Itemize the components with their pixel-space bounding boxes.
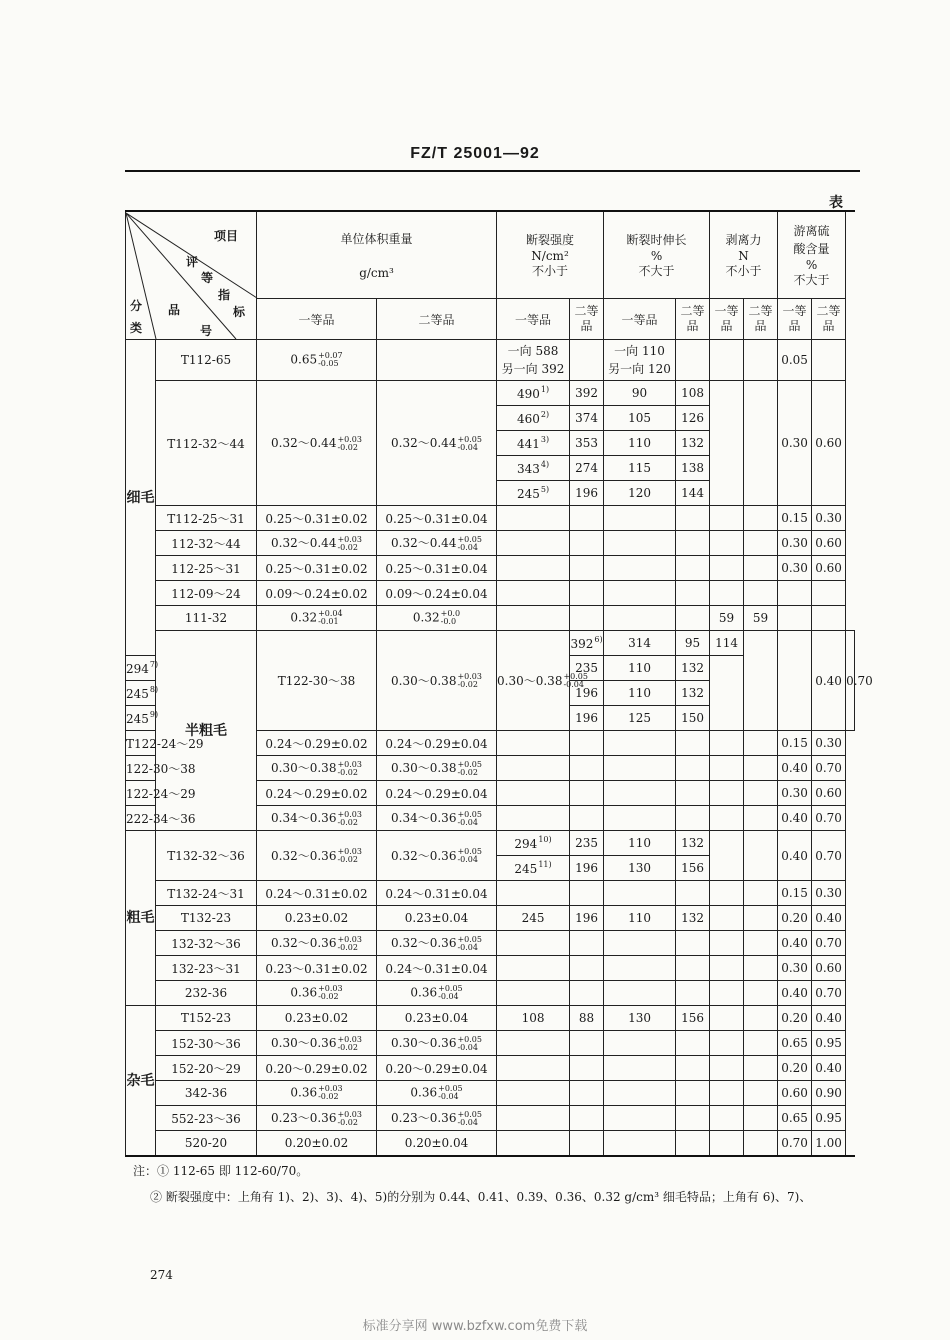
note-2: ② 断裂强度中：上角有 1)、2)、3)、4)、5)的分别为 0.44、0.41、0.39、0.36、0.32 g/cm³ 细毛特品；上角有 6)、7)、 [150,1190,812,1204]
category-fine: 细毛 [126,340,156,656]
table-row [126,531,855,556]
note-1: 注：① 112-65 即 112-60/70。 [133,1164,309,1178]
elong-first: 110 [604,681,676,706]
tensile-first: 490$^{1)}$ [497,381,570,406]
table-row [126,506,855,531]
density-second: 0.20～0.29±0.04 [377,1056,497,1081]
tensile-second: 196 [570,706,604,731]
density-second: 0.30～0.36 +0.05 -0.04 [377,1031,497,1056]
category-mixed: 杂毛 [126,1006,156,1157]
table-tag: 表 [829,195,843,211]
density-first: 0.23±0.02 [257,1006,377,1031]
density-header: 单位体积重量 g/cm³ [257,211,497,299]
density-first: 0.24～0.31±0.02 [257,881,377,906]
table-row [126,1006,855,1031]
tensile-second: 196 [570,906,604,931]
elong-first: 115 [604,456,676,481]
table-row [126,606,855,631]
acid-second: 0.70 [812,806,846,831]
density-first: 0.09～0.24±0.02 [257,581,377,606]
acid-first: 0.60 [778,1081,812,1106]
density-second: 0.36 +0.05 -0.04 [377,981,497,1006]
density-second: 0.24～0.31±0.04 [377,881,497,906]
density-first: 0.32 +0.04 -0.01 [257,606,377,631]
acid-first: 0.65 [778,1031,812,1056]
elong-first: 95 [676,631,710,656]
tensile-first: 441$^{3)}$ [497,431,570,456]
density-second: 0.25～0.31±0.04 [377,506,497,531]
peel-first: 59 [710,606,744,631]
acid-first: 0.20 [778,1006,812,1031]
acid-first: 0.40 [778,831,812,881]
tensile-second: 88 [570,1006,604,1031]
tolerance: +0.07 -0.05 [318,351,343,368]
tensile-first: 245$^{9)}$ [126,706,156,731]
density-second: 0.30～0.38 +0.05 -0.02 [377,756,497,781]
elong-first: 110 [604,431,676,456]
document-code: FZ/T 25001—92 [410,145,540,162]
tensile-first: 245$^{11)}$ [497,856,570,881]
acid-first: 0.20 [778,906,812,931]
product-code: 222-34～36 [126,806,156,831]
corner-grade-label: 评 [186,254,199,269]
tensile-first: 245$^{8)}$ [126,681,156,706]
table-row [126,1131,855,1157]
acid-second: 0.95 [812,1106,846,1131]
tensile-second: 196 [570,856,604,881]
elong-second: 132 [676,431,710,456]
tensile-first: 294$^{7)}$ [126,656,156,681]
tensile-second: 392 [570,381,604,406]
acid-second: 0.70 [812,981,846,1006]
product-code: 112-32～44 [156,531,257,556]
table-row [126,1031,855,1056]
product-code: 112-25～31 [156,556,257,581]
acid-first: 0.70 [778,1131,812,1157]
product-code: T112-32～44 [156,381,257,506]
density-first: 0.36 +0.03 -0.02 [257,981,377,1006]
elong-second-header: 二等品 [676,299,710,340]
corner-header [126,213,256,339]
tensile-first: 343$^{4)}$ [497,456,570,481]
corner-index-label: 指 [218,287,231,302]
density-second: 0.23±0.04 [377,1006,497,1031]
acid-first: 0.65 [778,1106,812,1131]
elong-second: 138 [676,456,710,481]
corner-product-label-2: 号 [200,323,213,338]
acid-second: 0.90 [812,1081,846,1106]
acid-second: 0.60 [812,381,846,506]
acid-second: 0.40 [812,906,846,931]
density-first: 0.23±0.02 [257,906,377,931]
product-code: 122-30～38 [126,756,156,781]
acid-first: 0.15 [778,881,812,906]
elong-second: 144 [676,481,710,506]
density-second: 0.24～0.29±0.04 [377,731,497,756]
density-second: 0.32～0.44 +0.05 -0.04 [377,381,497,506]
density-first: 0.32～0.44 +0.03 -0.02 [257,531,377,556]
elong-first: 90 [604,381,676,406]
page-number: 274 [150,1268,173,1282]
site-footer: 标准分享网 www.bzfxw.com免费下载 [362,1319,588,1334]
corner-product-label: 品 [168,302,181,317]
density-second: 0.34～0.36 +0.05 -0.04 [377,806,497,831]
density-second: 0.20±0.04 [377,1131,497,1157]
elong-first-header: 一等品 [604,299,676,340]
tensile-header: 断裂强度 N/cm² 不小于 [497,211,604,299]
acid-first: 0.40 [778,981,812,1006]
table-row [126,1081,855,1106]
density-first: 0.65 +0.07 -0.05 [257,340,377,381]
density-second: 0.32～0.36 +0.05 -0.04 [377,931,497,956]
acid-second: 0.70 [846,631,855,731]
table-row [126,1056,855,1081]
acid-second: 0.30 [812,881,846,906]
corner-category-label-2: 类 [130,320,143,335]
tensile-second: 274 [570,456,604,481]
elong-first: 125 [604,706,676,731]
density-first: 0.24～0.29±0.02 [257,731,377,756]
table-row [126,956,855,981]
tensile-first: 245 [497,906,570,931]
product-code: 232-36 [156,981,257,1006]
corner-grade-label-2: 等 [201,270,214,285]
density-first: 0.25～0.31±0.02 [257,506,377,531]
acid-second: 0.70 [812,756,846,781]
acid-first: 0.40 [778,931,812,956]
density-second: 0.24～0.31±0.04 [377,956,497,981]
density-second-header: 二等品 [377,299,497,340]
tensile-second: 196 [570,481,604,506]
density-first: 0.34～0.36 +0.03 -0.02 [257,806,377,831]
tensile-second-header: 二等品 [570,299,604,340]
corner-item-label: 项目 [214,228,239,243]
elong-first: 130 [604,856,676,881]
product-code: T152-23 [156,1006,257,1031]
elong-first: 120 [604,481,676,506]
product-code: T132-24～31 [156,881,257,906]
acid-second: 0.40 [812,1056,846,1081]
elong-first: 130 [604,1006,676,1031]
tensile-second: 235 [570,656,604,681]
elong-first: 110 [604,656,676,681]
acid-first: 0.30 [778,781,812,806]
table-row [126,631,855,656]
acid-first: 0.15 [778,731,812,756]
category-coarse: 粗毛 [126,831,156,1006]
elong-header: 断裂时伸长 % 不大于 [604,211,710,299]
acid-second: 0.40 [812,1006,846,1031]
acid-first: 0.20 [778,1056,812,1081]
density-second: 0.32～0.44 +0.05 -0.04 [377,531,497,556]
tensile-second: 353 [570,431,604,456]
elong-second: 114 [710,631,744,656]
product-code: 112-09～24 [156,581,257,606]
corner-index-label-2: 标 [233,304,246,319]
acid-first-header: 一等品 [778,299,812,340]
density-first: 0.32～0.44 +0.03 -0.02 [257,381,377,506]
acid-first: 0.40 [778,756,812,781]
tensile-first-header: 一等品 [497,299,570,340]
acid-second: 0.60 [812,556,846,581]
density-first-header: 一等品 [257,299,377,340]
product-code: 132-32～36 [156,931,257,956]
density-first: 0.32～0.36 +0.03 -0.02 [257,831,377,881]
acid-second: 0.60 [812,956,846,981]
tensile-second [570,340,604,381]
tensile-second: 196 [570,681,604,706]
density-first: 0.30～0.38 +0.03 -0.02 [257,756,377,781]
table-row [126,881,855,906]
elong-second: 108 [676,381,710,406]
spec-table [125,210,873,1157]
density-second: 0.24～0.29±0.04 [377,781,497,806]
density-second: 0.36 +0.05 -0.04 [377,1081,497,1106]
table-row [126,581,855,606]
peel-first-header: 一等品 [710,299,744,340]
density-first: 0.30～0.36 +0.03 -0.02 [257,1031,377,1056]
density-second: 0.23～0.36 +0.05 -0.04 [377,1106,497,1131]
elong-second: 126 [676,406,710,431]
acid-second: 0.30 [812,731,846,756]
acid-first: 0.30 [778,381,812,506]
density-first: 0.20±0.02 [257,1131,377,1157]
table-row [126,931,855,956]
density-first: 0.32～0.36 +0.03 -0.02 [257,931,377,956]
acid-header: 游离硫酸含量 % 不大于 [778,211,846,299]
density-first: 0.23～0.36 +0.03 -0.02 [257,1106,377,1131]
tensile-first: 108 [497,1006,570,1031]
table-row [126,556,855,581]
elong-first: 110 [604,831,676,856]
acid-first: 0.30 [778,531,812,556]
product-code: T122-24～29 [126,731,156,756]
tensile-first: 245$^{5)}$ [497,481,570,506]
product-code: T122-30～38 [257,631,377,731]
acid-first: 0.30 [778,556,812,581]
table-row [126,340,855,381]
corner-category-label: 分 [130,298,143,313]
acid-second: 0.95 [812,1031,846,1056]
density-first: 0.25～0.31±0.02 [257,556,377,581]
density-second: 0.30～0.38 +0.05 -0.04 [497,631,570,731]
density-second [377,340,497,381]
tensile-first: 460$^{2)}$ [497,406,570,431]
elong-first: 110 [604,906,676,931]
peel-second: 59 [744,606,778,631]
acid-first: 0.40 [778,806,812,831]
elong-first: 105 [604,406,676,431]
density-second: 0.23±0.04 [377,906,497,931]
product-code: 152-30～36 [156,1031,257,1056]
product-code: 132-23～31 [156,956,257,981]
density-first: 0.30～0.38 +0.03 -0.02 [377,631,497,731]
density-second: 0.32 +0.0 -0.0 [377,606,497,631]
peel-header: 剥离力 N 不小于 [710,211,778,299]
product-code: 520-20 [156,1131,257,1157]
elong-second: 156 [676,856,710,881]
header-rule [125,170,860,172]
product-code: 152-20～29 [156,1056,257,1081]
elong-second: 132 [676,656,710,681]
product-code: 111-32 [156,606,257,631]
product-code: T112-65 [156,340,257,381]
acid-second-header: 二等品 [812,299,846,340]
acid-first: 0.40 [812,631,846,731]
acid-first: 0.30 [778,956,812,981]
tensile-second: 374 [570,406,604,431]
tensile-second: 314 [604,631,676,656]
acid-second: 0.70 [812,831,846,881]
density-first: 0.23～0.31±0.02 [257,956,377,981]
table-row [126,981,855,1006]
product-code: T132-23 [156,906,257,931]
elong-first: 一向 110 另一向 120 [604,340,676,381]
acid-second: 0.30 [812,506,846,531]
elong-second: 132 [676,681,710,706]
tensile-first: 294$^{10)}$ [497,831,570,856]
elong-second: 132 [676,831,710,856]
acid-second: 0.60 [812,531,846,556]
product-code: 122-24～29 [126,781,156,806]
product-code: T112-25～31 [156,506,257,531]
density-second: 0.32～0.36 +0.05 -0.04 [377,831,497,881]
elong-second: 150 [676,706,710,731]
category-semi: 半粗毛 [156,631,257,831]
density-second: 0.09～0.24±0.04 [377,581,497,606]
acid-second: 0.60 [812,781,846,806]
product-code: 552-23～36 [156,1106,257,1131]
product-code: T132-32～36 [156,831,257,881]
acid-first: 0.15 [778,506,812,531]
elong-second: 132 [676,906,710,931]
table-row [126,381,855,406]
tensile-second: 235 [570,831,604,856]
acid-second: 1.00 [812,1131,846,1157]
table-row [126,831,855,856]
peel-second-header: 二等品 [744,299,778,340]
product-code: 342-36 [156,1081,257,1106]
density-second: 0.25～0.31±0.04 [377,556,497,581]
tensile-first: 392$^{6)}$ [570,631,604,656]
elong-second: 156 [676,1006,710,1031]
density-first: 0.20～0.29±0.02 [257,1056,377,1081]
density-first: 0.24～0.29±0.02 [257,781,377,806]
acid-first: 0.05 [778,340,812,381]
table-row [126,906,855,931]
acid-second: 0.70 [812,931,846,956]
table-row [126,1106,855,1131]
tensile-first: 一向 588 另一向 392 [497,340,570,381]
density-first: 0.36 +0.03 -0.02 [257,1081,377,1106]
